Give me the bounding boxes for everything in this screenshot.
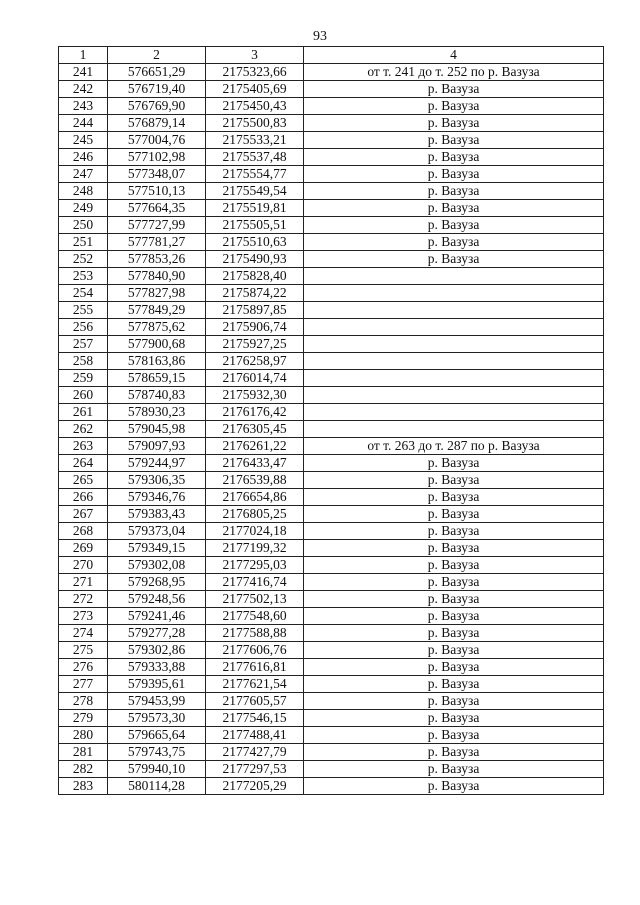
cell-y-coordinate: 2176176,42 (206, 404, 304, 421)
cell-y-coordinate: 2175897,85 (206, 302, 304, 319)
cell-description: р. Вазуза (304, 744, 604, 761)
cell-description: р. Вазуза (304, 132, 604, 149)
cell-y-coordinate: 2175490,93 (206, 251, 304, 268)
cell-description: р. Вазуза (304, 608, 604, 625)
table-row (59, 387, 604, 404)
header-description: 4 (304, 47, 604, 64)
cell-description: р. Вазуза (304, 659, 604, 676)
cell-point-number: 246 (59, 149, 108, 166)
cell-description: р. Вазуза (304, 455, 604, 472)
cell-point-number: 263 (59, 438, 108, 455)
cell-description (304, 336, 604, 353)
cell-x-coordinate: 579306,35 (108, 472, 206, 489)
cell-y-coordinate: 2177427,79 (206, 744, 304, 761)
cell-y-coordinate: 2175549,54 (206, 183, 304, 200)
cell-x-coordinate: 577875,62 (108, 319, 206, 336)
table-row (59, 625, 604, 642)
cell-y-coordinate: 2175932,30 (206, 387, 304, 404)
cell-y-coordinate: 2176261,22 (206, 438, 304, 455)
cell-x-coordinate: 577348,07 (108, 166, 206, 183)
table-row (59, 64, 604, 81)
cell-x-coordinate: 576769,90 (108, 98, 206, 115)
table-row (59, 149, 604, 166)
cell-point-number: 250 (59, 217, 108, 234)
cell-description: от т. 263 до т. 287 по р. Вазуза (304, 438, 604, 455)
cell-y-coordinate: 2176805,25 (206, 506, 304, 523)
table-row (59, 472, 604, 489)
cell-description: р. Вазуза (304, 506, 604, 523)
cell-x-coordinate: 578740,83 (108, 387, 206, 404)
cell-point-number: 258 (59, 353, 108, 370)
cell-point-number: 281 (59, 744, 108, 761)
table-row (59, 676, 604, 693)
cell-x-coordinate: 577853,26 (108, 251, 206, 268)
cell-point-number: 245 (59, 132, 108, 149)
cell-x-coordinate: 579302,08 (108, 557, 206, 574)
cell-description: р. Вазуза (304, 625, 604, 642)
table-body (59, 64, 604, 795)
cell-x-coordinate: 579045,98 (108, 421, 206, 438)
cell-x-coordinate: 579573,30 (108, 710, 206, 727)
cell-x-coordinate: 579665,64 (108, 727, 206, 744)
cell-description: р. Вазуза (304, 183, 604, 200)
cell-x-coordinate: 577102,98 (108, 149, 206, 166)
cell-x-coordinate: 579268,95 (108, 574, 206, 591)
table-row (59, 200, 604, 217)
cell-x-coordinate: 579097,93 (108, 438, 206, 455)
page-number: 93 (313, 29, 327, 44)
cell-x-coordinate: 580114,28 (108, 778, 206, 795)
cell-point-number: 272 (59, 591, 108, 608)
cell-y-coordinate: 2177297,53 (206, 761, 304, 778)
cell-point-number: 247 (59, 166, 108, 183)
cell-point-number: 261 (59, 404, 108, 421)
cell-y-coordinate: 2175510,63 (206, 234, 304, 251)
cell-x-coordinate: 579277,28 (108, 625, 206, 642)
cell-x-coordinate: 577840,90 (108, 268, 206, 285)
cell-x-coordinate: 578930,23 (108, 404, 206, 421)
cell-description (304, 421, 604, 438)
cell-point-number: 257 (59, 336, 108, 353)
cell-description (304, 404, 604, 421)
cell-y-coordinate: 2176258,97 (206, 353, 304, 370)
cell-description (304, 387, 604, 404)
cell-x-coordinate: 577664,35 (108, 200, 206, 217)
cell-point-number: 256 (59, 319, 108, 336)
cell-x-coordinate: 579453,99 (108, 693, 206, 710)
cell-x-coordinate: 579743,75 (108, 744, 206, 761)
cell-y-coordinate: 2175533,21 (206, 132, 304, 149)
cell-description: р. Вазуза (304, 642, 604, 659)
table-row (59, 710, 604, 727)
cell-point-number: 276 (59, 659, 108, 676)
cell-x-coordinate: 578659,15 (108, 370, 206, 387)
cell-description: р. Вазуза (304, 472, 604, 489)
table-row (59, 455, 604, 472)
cell-point-number: 271 (59, 574, 108, 591)
table-row (59, 319, 604, 336)
cell-point-number: 242 (59, 81, 108, 98)
cell-y-coordinate: 2175519,81 (206, 200, 304, 217)
cell-y-coordinate: 2175554,77 (206, 166, 304, 183)
cell-point-number: 265 (59, 472, 108, 489)
cell-x-coordinate: 576879,14 (108, 115, 206, 132)
cell-description: р. Вазуза (304, 557, 604, 574)
cell-x-coordinate: 577781,27 (108, 234, 206, 251)
cell-x-coordinate: 579383,43 (108, 506, 206, 523)
cell-point-number: 254 (59, 285, 108, 302)
cell-point-number: 266 (59, 489, 108, 506)
cell-point-number: 253 (59, 268, 108, 285)
cell-x-coordinate: 579244,97 (108, 455, 206, 472)
cell-x-coordinate: 579395,61 (108, 676, 206, 693)
cell-x-coordinate: 579349,15 (108, 540, 206, 557)
cell-point-number: 249 (59, 200, 108, 217)
cell-description (304, 353, 604, 370)
table-row (59, 251, 604, 268)
cell-point-number: 259 (59, 370, 108, 387)
cell-description: р. Вазуза (304, 523, 604, 540)
table-row (59, 268, 604, 285)
cell-x-coordinate: 577510,13 (108, 183, 206, 200)
cell-x-coordinate: 579241,46 (108, 608, 206, 625)
table-row (59, 132, 604, 149)
table-row (59, 81, 604, 98)
cell-y-coordinate: 2177199,32 (206, 540, 304, 557)
table-row (59, 353, 604, 370)
cell-y-coordinate: 2175505,51 (206, 217, 304, 234)
table-row (59, 115, 604, 132)
cell-description: р. Вазуза (304, 200, 604, 217)
cell-y-coordinate: 2176433,47 (206, 455, 304, 472)
table-row (59, 404, 604, 421)
cell-point-number: 283 (59, 778, 108, 795)
header-y-coordinate: 3 (206, 47, 304, 64)
cell-description: от т. 241 до т. 252 по р. Вазуза (304, 64, 604, 81)
cell-y-coordinate: 2176539,88 (206, 472, 304, 489)
cell-description (304, 370, 604, 387)
cell-point-number: 243 (59, 98, 108, 115)
cell-x-coordinate: 576651,29 (108, 64, 206, 81)
cell-y-coordinate: 2175500,83 (206, 115, 304, 132)
cell-x-coordinate: 579333,88 (108, 659, 206, 676)
table-row (59, 727, 604, 744)
cell-description: р. Вазуза (304, 727, 604, 744)
cell-description: р. Вазуза (304, 761, 604, 778)
table-row (59, 489, 604, 506)
cell-description: р. Вазуза (304, 234, 604, 251)
table-row (59, 591, 604, 608)
cell-y-coordinate: 2177605,57 (206, 693, 304, 710)
cell-y-coordinate: 2175906,74 (206, 319, 304, 336)
cell-y-coordinate: 2177606,76 (206, 642, 304, 659)
cell-description: р. Вазуза (304, 217, 604, 234)
cell-point-number: 274 (59, 625, 108, 642)
cell-y-coordinate: 2175450,43 (206, 98, 304, 115)
table-row (59, 234, 604, 251)
coordinates-table (58, 46, 604, 795)
table-row (59, 574, 604, 591)
cell-description: р. Вазуза (304, 115, 604, 132)
cell-point-number: 278 (59, 693, 108, 710)
cell-y-coordinate: 2177488,41 (206, 727, 304, 744)
cell-y-coordinate: 2176305,45 (206, 421, 304, 438)
header-point-number: 1 (59, 47, 108, 64)
cell-x-coordinate: 579248,56 (108, 591, 206, 608)
cell-y-coordinate: 2177416,74 (206, 574, 304, 591)
cell-x-coordinate: 577827,98 (108, 285, 206, 302)
cell-y-coordinate: 2175874,22 (206, 285, 304, 302)
cell-x-coordinate: 579302,86 (108, 642, 206, 659)
table-row (59, 693, 604, 710)
cell-description: р. Вазуза (304, 81, 604, 98)
table-row (59, 217, 604, 234)
table-row (59, 302, 604, 319)
table-row (59, 642, 604, 659)
cell-description: р. Вазуза (304, 693, 604, 710)
cell-description (304, 285, 604, 302)
cell-y-coordinate: 2177205,29 (206, 778, 304, 795)
cell-y-coordinate: 2177588,88 (206, 625, 304, 642)
cell-description: р. Вазуза (304, 778, 604, 795)
cell-description: р. Вазуза (304, 676, 604, 693)
cell-description: р. Вазуза (304, 574, 604, 591)
cell-y-coordinate: 2177502,13 (206, 591, 304, 608)
cell-y-coordinate: 2177546,15 (206, 710, 304, 727)
cell-y-coordinate: 2175828,40 (206, 268, 304, 285)
cell-point-number: 273 (59, 608, 108, 625)
cell-description: р. Вазуза (304, 591, 604, 608)
cell-description: р. Вазуза (304, 540, 604, 557)
cell-x-coordinate: 577004,76 (108, 132, 206, 149)
cell-description: р. Вазуза (304, 489, 604, 506)
cell-point-number: 277 (59, 676, 108, 693)
table-row (59, 523, 604, 540)
cell-y-coordinate: 2176014,74 (206, 370, 304, 387)
cell-point-number: 252 (59, 251, 108, 268)
cell-x-coordinate: 577849,29 (108, 302, 206, 319)
cell-point-number: 269 (59, 540, 108, 557)
cell-point-number: 244 (59, 115, 108, 132)
cell-description (304, 302, 604, 319)
table-row (59, 540, 604, 557)
cell-y-coordinate: 2175323,66 (206, 64, 304, 81)
table-row (59, 761, 604, 778)
table-row (59, 744, 604, 761)
cell-point-number: 248 (59, 183, 108, 200)
cell-point-number: 264 (59, 455, 108, 472)
cell-point-number: 262 (59, 421, 108, 438)
cell-y-coordinate: 2177548,60 (206, 608, 304, 625)
table-row (59, 183, 604, 200)
cell-point-number: 268 (59, 523, 108, 540)
cell-y-coordinate: 2176654,86 (206, 489, 304, 506)
cell-description: р. Вазуза (304, 166, 604, 183)
cell-description: р. Вазуза (304, 149, 604, 166)
table-row (59, 557, 604, 574)
cell-description: р. Вазуза (304, 710, 604, 727)
cell-y-coordinate: 2175405,69 (206, 81, 304, 98)
cell-y-coordinate: 2177295,03 (206, 557, 304, 574)
cell-point-number: 275 (59, 642, 108, 659)
cell-x-coordinate: 577727,99 (108, 217, 206, 234)
cell-point-number: 251 (59, 234, 108, 251)
table-row (59, 421, 604, 438)
table-row (59, 336, 604, 353)
cell-point-number: 270 (59, 557, 108, 574)
cell-x-coordinate: 577900,68 (108, 336, 206, 353)
cell-y-coordinate: 2175537,48 (206, 149, 304, 166)
cell-point-number: 255 (59, 302, 108, 319)
table-row (59, 659, 604, 676)
cell-point-number: 267 (59, 506, 108, 523)
table-row (59, 166, 604, 183)
cell-x-coordinate: 579346,76 (108, 489, 206, 506)
table-row (59, 608, 604, 625)
cell-y-coordinate: 2175927,25 (206, 336, 304, 353)
cell-description: р. Вазуза (304, 251, 604, 268)
cell-x-coordinate: 579940,10 (108, 761, 206, 778)
table-row (59, 506, 604, 523)
table-row (59, 285, 604, 302)
cell-point-number: 282 (59, 761, 108, 778)
cell-y-coordinate: 2177616,81 (206, 659, 304, 676)
cell-x-coordinate: 578163,86 (108, 353, 206, 370)
cell-point-number: 280 (59, 727, 108, 744)
cell-x-coordinate: 576719,40 (108, 81, 206, 98)
cell-y-coordinate: 2177621,54 (206, 676, 304, 693)
cell-y-coordinate: 2177024,18 (206, 523, 304, 540)
cell-point-number: 279 (59, 710, 108, 727)
cell-point-number: 241 (59, 64, 108, 81)
cell-x-coordinate: 579373,04 (108, 523, 206, 540)
table-row (59, 370, 604, 387)
table-header-row (59, 47, 604, 64)
cell-description (304, 268, 604, 285)
cell-point-number: 260 (59, 387, 108, 404)
header-x-coordinate: 2 (108, 47, 206, 64)
table-row (59, 438, 604, 455)
table-row (59, 98, 604, 115)
table-row (59, 778, 604, 795)
cell-description (304, 319, 604, 336)
cell-description: р. Вазуза (304, 98, 604, 115)
